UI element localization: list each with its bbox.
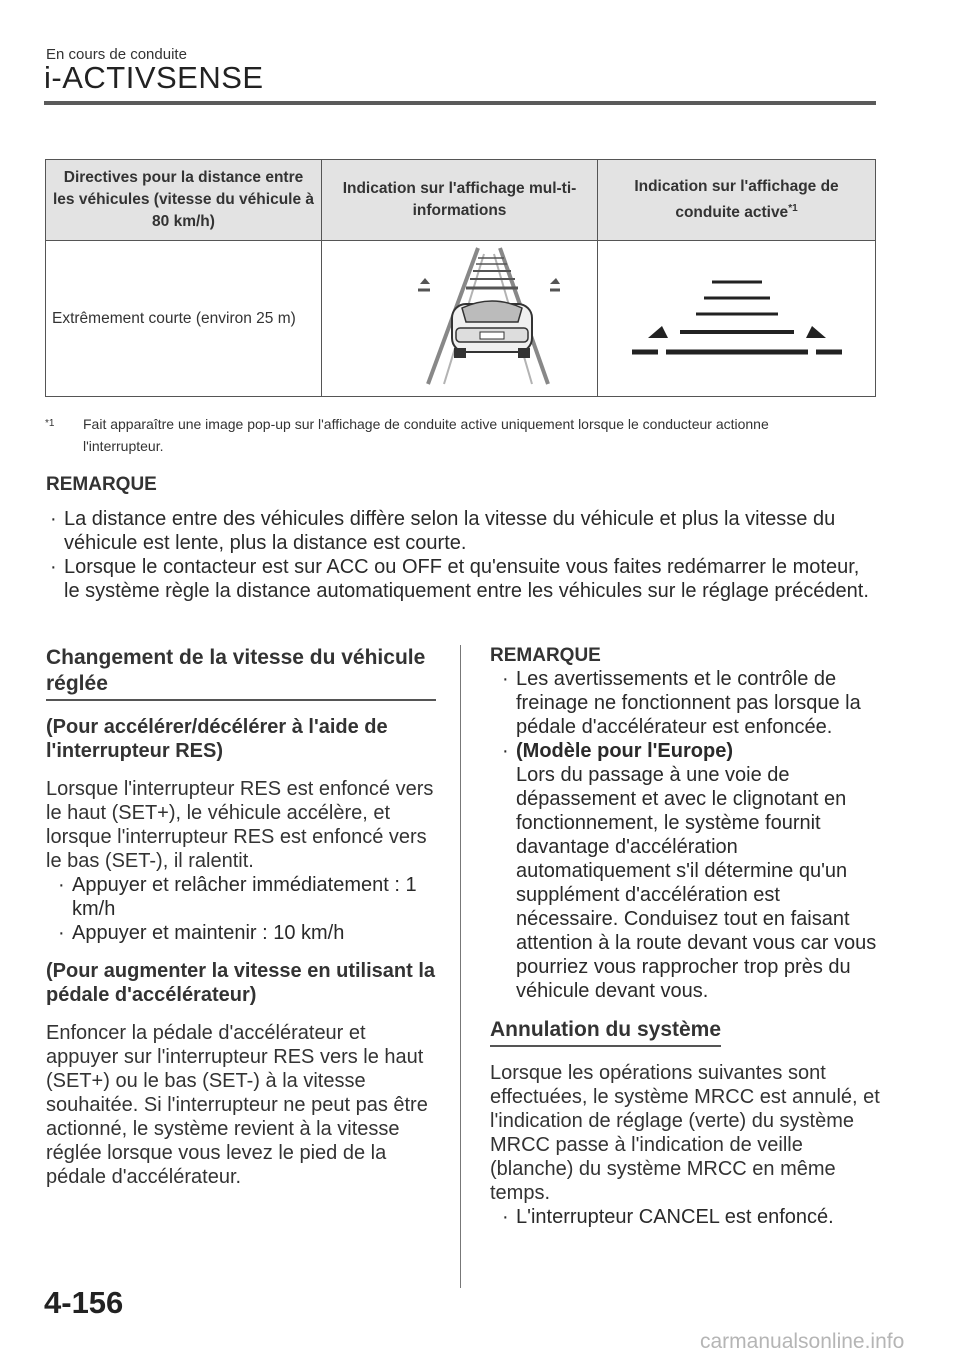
europe-model-text: Lors du passage à une voie de dépassement et avec le clignotant en fonctionnement, le système fournit davantage d'accélération automatiquement s'il détermine qu'un supplément d'accélération est nécessaire. Conduisez tout en faisant attention à la route devant vous car vous pourriez vous rapprocher trop près du véhicule devant vous. (516, 764, 877, 1002)
section-heading-cancel: Annulation du système (490, 1017, 721, 1047)
chapter-title: i-ACTIVSENSE (44, 60, 264, 95)
list-item: · Les avertissements et le contrôle de freinage ne fonctionnent pas lorsque la pédale d'accélérateur est enfoncée. (500, 667, 880, 739)
list-item (500, 739, 880, 1003)
footnote-text: Fait apparaître une image pop-up sur l'affichage de conduite active uniquement lorsque le conducteur actionne l'interrupteur. (83, 416, 769, 454)
paragraph-cancel: Lorsque les opérations suivantes sont effectuées, le système MRCC est annulé, et l'indication de réglage (verte) du système MRCC passe à l'indication de veille (blanche) du système MRCC en même temps. (490, 1062, 880, 1204)
right-column (490, 645, 880, 1229)
table-header-active-display (598, 160, 876, 241)
paragraph-res-switch: Lorsque l'interrupteur RES est enfoncé vers le haut (SET+), le véhicule accélère, et lorsque l'interrupteur RES est enfoncé vers le bas (SET-), il ralentit. (46, 778, 434, 872)
europe-model-label: · (Modèle pour l'Europe) (516, 740, 733, 762)
table-row (46, 241, 876, 397)
table-header-row (46, 160, 876, 241)
remarque-list-2 (490, 667, 880, 1003)
list-item: · Appuyer et maintenir : 10 km/h (56, 921, 436, 945)
list-item: · La distance entre des véhicules diffère selon la vitesse du véhicule et plus la vitesse du véhicule est lente, plus la distance est courte. (48, 507, 878, 555)
footnote-mark: *1 (45, 418, 55, 429)
footnote-ref: *1 (788, 202, 798, 214)
table-header-multi-info: Indication sur l'affichage mul-ti-informations (322, 160, 598, 241)
remarque-title: REMARQUE (46, 474, 157, 495)
multi-info-image-cell (322, 241, 598, 397)
subheading-res-switch: (Pour accélérer/décélérer à l'aide de l'interrupteur RES) (46, 716, 388, 762)
header-rule (44, 101, 876, 105)
distance-cell: Extrêmement courte (environ 25 m) (46, 241, 322, 397)
subheading-accelerator: (Pour augmenter la vitesse en utilisant la pédale d'accélérateur) (46, 960, 436, 1006)
watermark: carmanualsonline.info (700, 1330, 905, 1353)
remarque-title-2: REMARQUE (490, 645, 601, 666)
list-item: · Appuyer et relâcher immédiatement : 1 km/h (56, 873, 436, 921)
remarque-list (48, 507, 878, 603)
list-item: · Lorsque le contacteur est sur ACC ou OFF et qu'ensuite vous faites redémarrer le moteur, le système règle la distance automatiquement entre les véhicules sur le réglage précédent. (48, 555, 878, 603)
multi-info-car-gap-image (360, 244, 560, 389)
column-divider (460, 645, 461, 1288)
distance-table (45, 159, 876, 397)
section-label: En cours de conduite (46, 46, 187, 63)
active-display-gap-image (622, 266, 852, 366)
res-switch-list (46, 873, 436, 945)
paragraph-accelerator: Enfoncer la pédale d'accélérateur et appuyer sur l'interrupteur RES vers le haut (SET+) ou le bas (SET-) à la vitesse souhaitée. Si l'interrupteur ne peut pas être actionné, le système revient à la vitesse réglée lorsque vous levez le pied de la pédale d'accélérateur. (46, 1022, 428, 1188)
section-heading-speed-change: Changement de la vitesse du véhicule réglée (46, 645, 436, 701)
active-display-image-cell (598, 241, 876, 397)
left-column (46, 645, 436, 1189)
list-item: · L'interrupteur CANCEL est enfoncé. (500, 1205, 880, 1229)
page-number: 4-156 (44, 1285, 124, 1320)
footnote (45, 413, 845, 457)
cancel-list (490, 1205, 880, 1229)
table-header-active-display-text: Indication sur l'affichage de conduite active (634, 177, 839, 222)
table-header-distance: Directives pour la distance entre les véhicules (vitesse du véhicule à 80 km/h) (46, 160, 322, 241)
